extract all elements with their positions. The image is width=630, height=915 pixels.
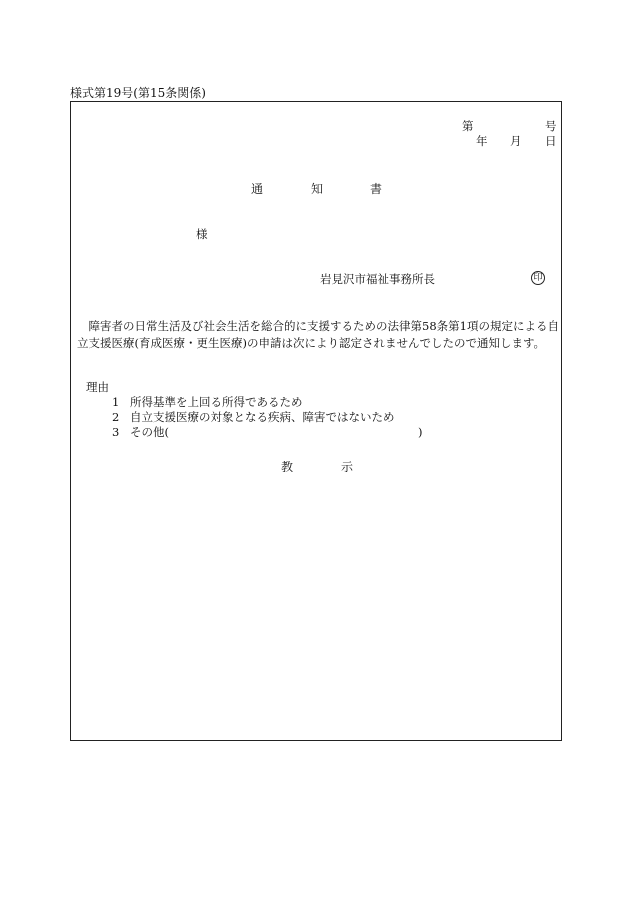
instruction-title-char-2: 示 [341,460,354,474]
reasons-heading: 理由 [86,380,109,394]
date-year: 年 [476,134,488,148]
reason-2-text: 自立支援医療の対象となる疾病、障害ではないため [130,410,395,424]
reason-3-text: その他( [130,425,169,439]
date-month: 月 [510,134,522,148]
instruction-title-char-1: 教 [281,460,294,474]
number-suffix: 号 [545,119,557,133]
addressee-suffix: 様 [196,227,208,241]
number-prefix: 第 [462,119,474,133]
form-number-label: 様式第19号(第15条関係) [70,86,206,100]
title-char-1: 通 [251,182,264,196]
notice-body: 障害者の日常生活及び社会生活を総合的に支援するための法律第58条第1項の規定による自立支援医療(育成医療・更生医療)の申請は次により認定されませんでしたので通知します。 [77,319,559,350]
title-char-2: 知 [311,182,324,196]
date-day: 日 [545,134,557,148]
seal-mark: 印 [531,271,545,285]
reason-3-close-paren: ) [418,425,423,439]
title-char-3: 書 [370,182,383,196]
reason-1-number: 1 [112,395,120,409]
reason-3-number: 3 [112,425,120,439]
reason-2-number: 2 [112,410,120,424]
issuer-name: 岩見沢市福祉事務所長 [320,272,435,286]
reason-1-text: 所得基準を上回る所得であるため [130,395,303,409]
